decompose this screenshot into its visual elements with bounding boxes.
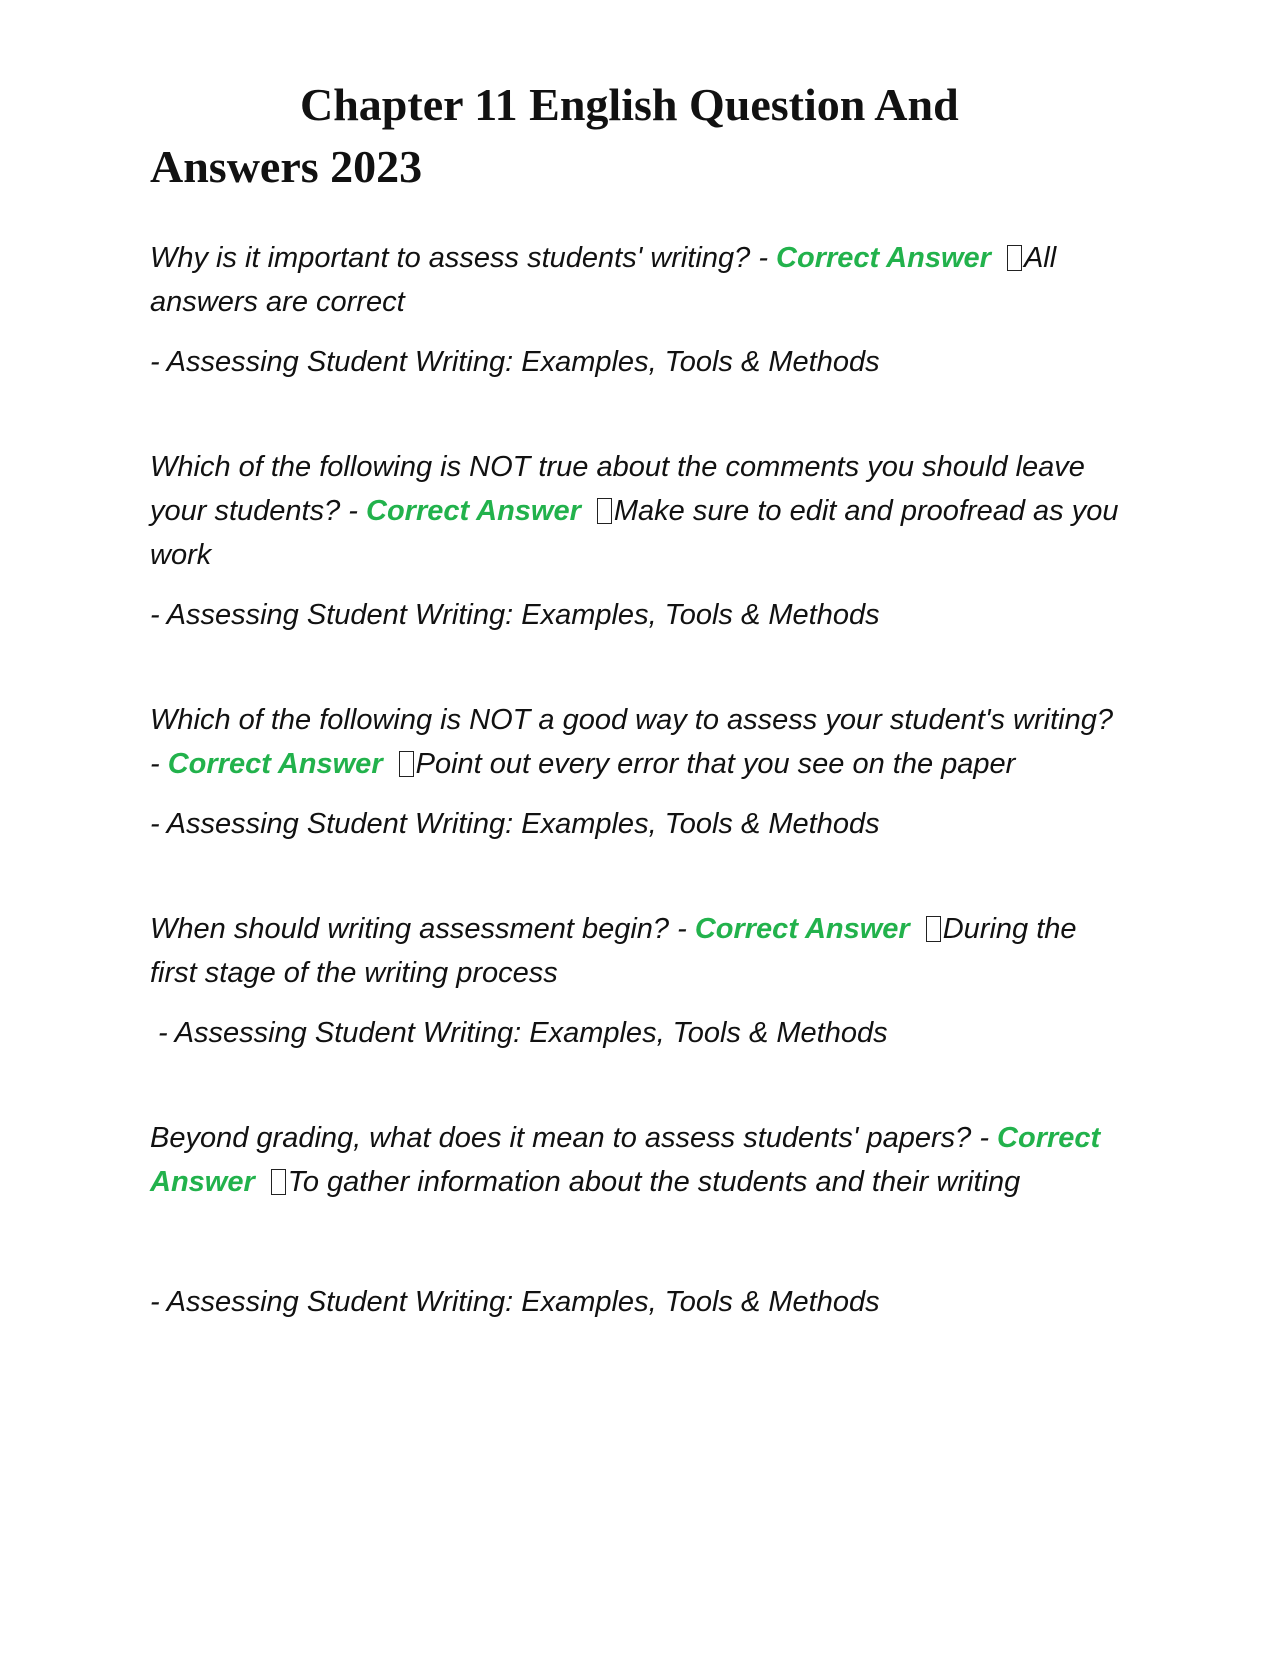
question-text [150, 907, 1125, 995]
box-glyph-icon [399, 751, 414, 777]
correct-answer-label: Correct Answer [150, 1122, 1101, 1198]
question: Which of the following is NOT a good way to assess your student's writing? - [150, 704, 1113, 780]
answer: All answers are correct [150, 242, 1057, 318]
question-item [150, 236, 1125, 384]
question-text [150, 698, 1125, 786]
box-glyph-icon [1007, 245, 1022, 271]
box-glyph-icon [926, 916, 941, 942]
box-glyph-icon [271, 1169, 286, 1195]
question-item [150, 907, 1125, 1055]
answer: Point out every error that you see on the paper [415, 748, 1016, 780]
source-text: - Assessing Student Writing: Examples, Tools & Methods [150, 808, 880, 840]
answer: Make sure to edit and proofread as you work [150, 495, 1119, 571]
document-page [150, 74, 1125, 1324]
page-title: Chapter 11 English Question And Answers 2023 [150, 79, 959, 192]
question: Beyond grading, what does it mean to assess students' papers? - [150, 1122, 998, 1154]
question-item [150, 698, 1125, 846]
question-text [150, 1116, 1125, 1204]
box-glyph-icon [597, 498, 612, 524]
question-item [150, 445, 1125, 637]
correct-answer-label: Correct Answer [694, 913, 910, 945]
correct-answer-label: Correct Answer [366, 495, 581, 527]
answer: To gather information about the students and their writing [287, 1166, 1021, 1198]
question: Why is it important to assess students' writing? - [150, 242, 777, 274]
question: Which of the following is NOT true about the comments you should leave your students? - [150, 451, 1085, 527]
answer: During the first stage of the writing process [150, 913, 1077, 989]
question-item [150, 1116, 1125, 1324]
question-text [150, 445, 1125, 577]
source-text: - Assessing Student Writing: Examples, Tools & Methods [150, 599, 880, 631]
correct-answer-label: Correct Answer [167, 748, 383, 780]
source-text: - Assessing Student Writing: Examples, Tools & Methods [158, 1017, 888, 1049]
question: When should writing assessment begin? - [150, 913, 695, 945]
correct-answer-label: Correct Answer [776, 242, 991, 274]
question-text [150, 236, 1125, 324]
source-text: - Assessing Student Writing: Examples, Tools & Methods [150, 1286, 880, 1318]
question-list [150, 236, 1125, 1324]
source-text: - Assessing Student Writing: Examples, Tools & Methods [150, 346, 880, 378]
